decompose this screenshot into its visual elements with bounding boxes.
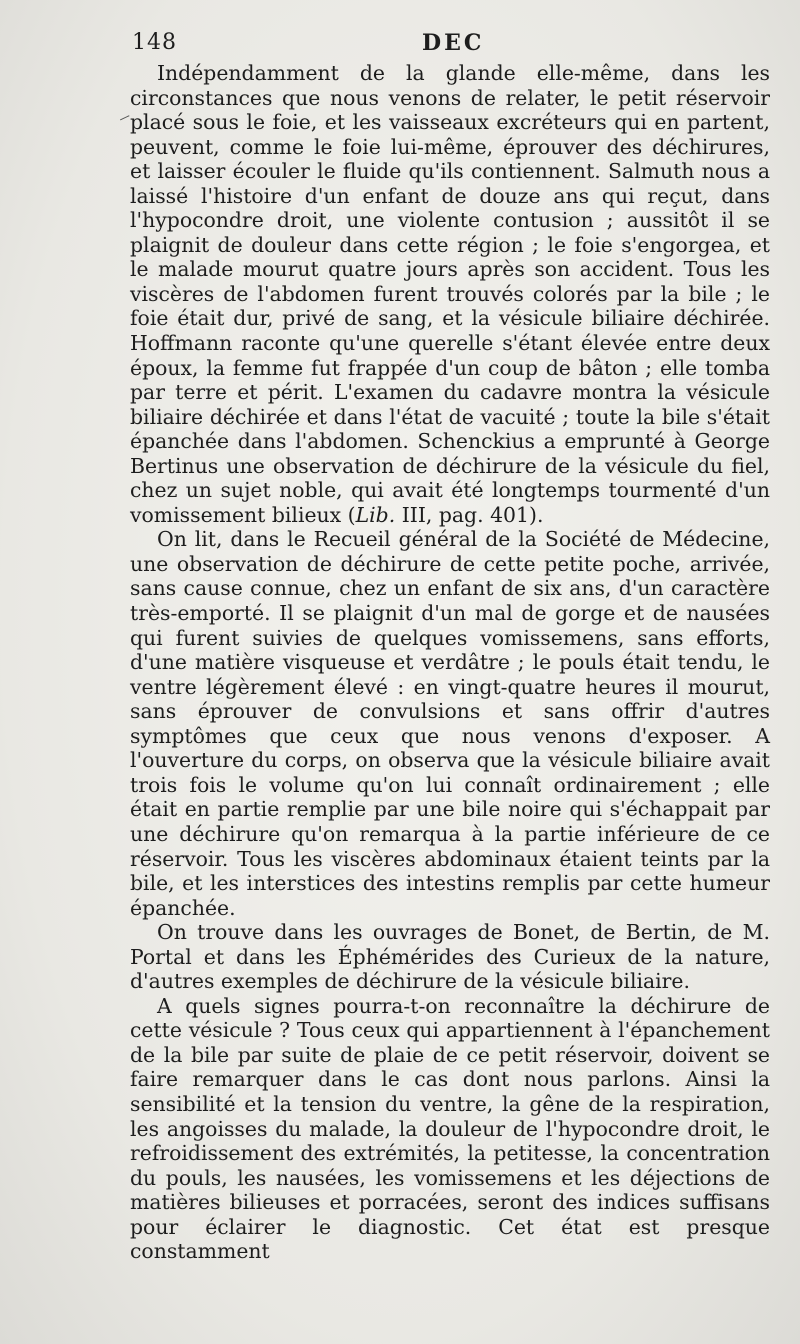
paragraph bbox=[130, 994, 770, 1264]
body-text bbox=[130, 61, 770, 1264]
book-reference: Lib. bbox=[355, 502, 396, 527]
running-head: DEC bbox=[422, 30, 485, 56]
page-number: 148 bbox=[132, 30, 177, 55]
paragraph-text: On trouve dans les ouvrages de Bonet, de Bertin, de M. Portal et dans les Éphémérides des Curieux de la nature, d'autres exemples de déchirure de la vésicule biliaire. bbox=[130, 920, 770, 994]
page-header bbox=[130, 28, 770, 64]
paragraph bbox=[130, 527, 770, 920]
paragraph bbox=[130, 61, 770, 527]
paragraph-text: III, pag. 401). bbox=[395, 502, 544, 527]
paragraph-text: Indépendamment de la glande elle-même, dans les circonstances que nous venons de relater, le petit réservoir placé sous le foie, et les vaisseaux excréteurs qui en partent, peuvent, comme le foie lui-même, éprouver des déchirures, et laisser écouler le fluide qu'ils contiennent. Salmuth nous a laissé l'histoire d'un enfant de douze ans qui reçut, dans l'hypocondre droit, une violente contusion ; aussitôt il se plaignit de douleur dans cette région ; le foie s'engorgea, et le malade mourut quatre jours après son accident. Tous les viscères de l'abdomen furent trouvés colorés par la bile ; le foie était dur, privé de sang, et la vésicule biliaire déchirée. Hoffmann raconte qu'une querelle s'étant élevée entre deux époux, la femme fut frappée d'un coup de bâton ; elle tomba par terre et périt. L'examen du cadavre montra la vésicule biliaire déchirée et dans l'état de vacuité ; toute la bile s'était épanchée dans l'abdomen. Schenckius a emprunté à George Bertinus une observation de déchirure de la vésicule du fiel, chez un sujet noble, qui avait été longtemps tourmenté d'un vomissement bilieux ( bbox=[130, 61, 770, 527]
paragraph bbox=[130, 920, 770, 994]
paragraph-text: A quels signes pourra-t-on reconnaître la déchirure de cette vésicule ? Tous ceux qui appartiennent à l'épanchement de la bile par suite de plaie de ce petit réservoir, doivent se faire remarquer dans le cas dont nous parlons. Ainsi la sensibilité et la tension du ventre, la gêne de la respiration, les angoisses du malade, la douleur de l'hypocondre droit, le refroidissement des extrémités, la petitesse, la concentration du pouls, les nausées, les vomissemens et les déjections de matières bilieuses et porracées, seront des indices suffisans pour éclairer le diagnostic. Cet état est presque constamment bbox=[130, 993, 770, 1264]
paragraph-text: On lit, dans le Recueil général de la Société de Médecine, une observation de déchirure de cette petite poche, arrivée, sans cause connue, chez un enfant de six ans, d'un caractère très-emporté. Il se plaignit d'un mal de gorge et de nausées qui furent suivies de quelques vomissemens, sans efforts, d'une matière visqueuse et verdâtre ; le pouls était tendu, le ventre légèrement élevé : en vingt-quatre heures il mourut, sans éprouver de convulsions et sans offrir d'autres symptômes que ceux que nous venons d'exposer. A l'ouverture du corps, on observa que la vésicule biliaire avait trois fois le volume qu'on lui connaît ordinairement ; elle était en partie remplie par une bile noire qui s'échappait par une déchirure qu'on remarqua à la partie inférieure de ce réservoir. Tous les viscères abdominaux étaient teints par la bile, et les interstices des intestins remplis par cette humeur épanchée. bbox=[130, 527, 770, 920]
